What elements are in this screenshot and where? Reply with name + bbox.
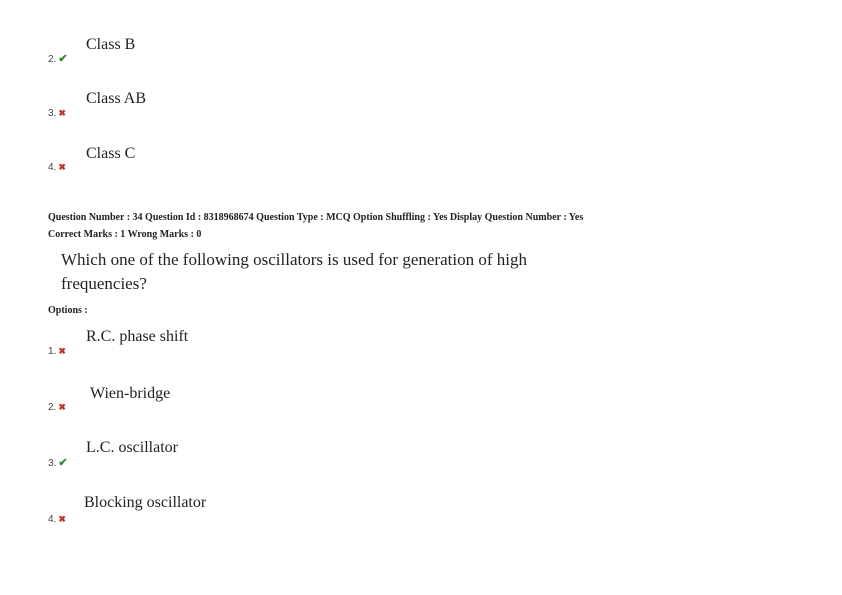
option-text: Class B xyxy=(86,36,136,53)
options-label: Options : xyxy=(48,305,88,316)
cross-icon: ✖ xyxy=(58,162,66,172)
option-number: 2. ✖ xyxy=(48,402,66,413)
question-text xyxy=(61,248,527,296)
cross-icon: ✖ xyxy=(58,402,66,412)
cross-icon: ✖ xyxy=(58,108,66,118)
option-text: Wien-bridge xyxy=(90,385,171,402)
option-text: Class C xyxy=(86,145,136,162)
option-number: 4. ✖ xyxy=(48,162,66,173)
option-text: L.C. oscillator xyxy=(86,439,178,456)
question-meta-line1: Question Number : 34 Question Id : 8318968674 Question Type : MCQ Option Shuffling : Yes Display Question Number : Yes xyxy=(48,212,584,223)
option-number: 1. ✖ xyxy=(48,346,66,357)
check-icon: ✔ xyxy=(58,53,68,65)
check-icon: ✔ xyxy=(58,457,68,469)
cross-icon: ✖ xyxy=(58,514,66,524)
option-number: 3. ✔ xyxy=(48,457,68,469)
option-text: Blocking oscillator xyxy=(84,494,207,511)
option-number: 3. ✖ xyxy=(48,108,66,119)
option-number: 4. ✖ xyxy=(48,514,66,525)
cross-icon: ✖ xyxy=(58,346,66,356)
option-number: 2. ✔ xyxy=(48,53,68,65)
question-text-line2: frequencies? xyxy=(61,274,147,293)
question-text-line1: Which one of the following oscillators is used for generation of high xyxy=(61,250,527,269)
option-text: R.C. phase shift xyxy=(86,328,189,345)
question-meta-line2: Correct Marks : 1 Wrong Marks : 0 xyxy=(48,229,202,240)
option-text: Class AB xyxy=(86,90,147,107)
